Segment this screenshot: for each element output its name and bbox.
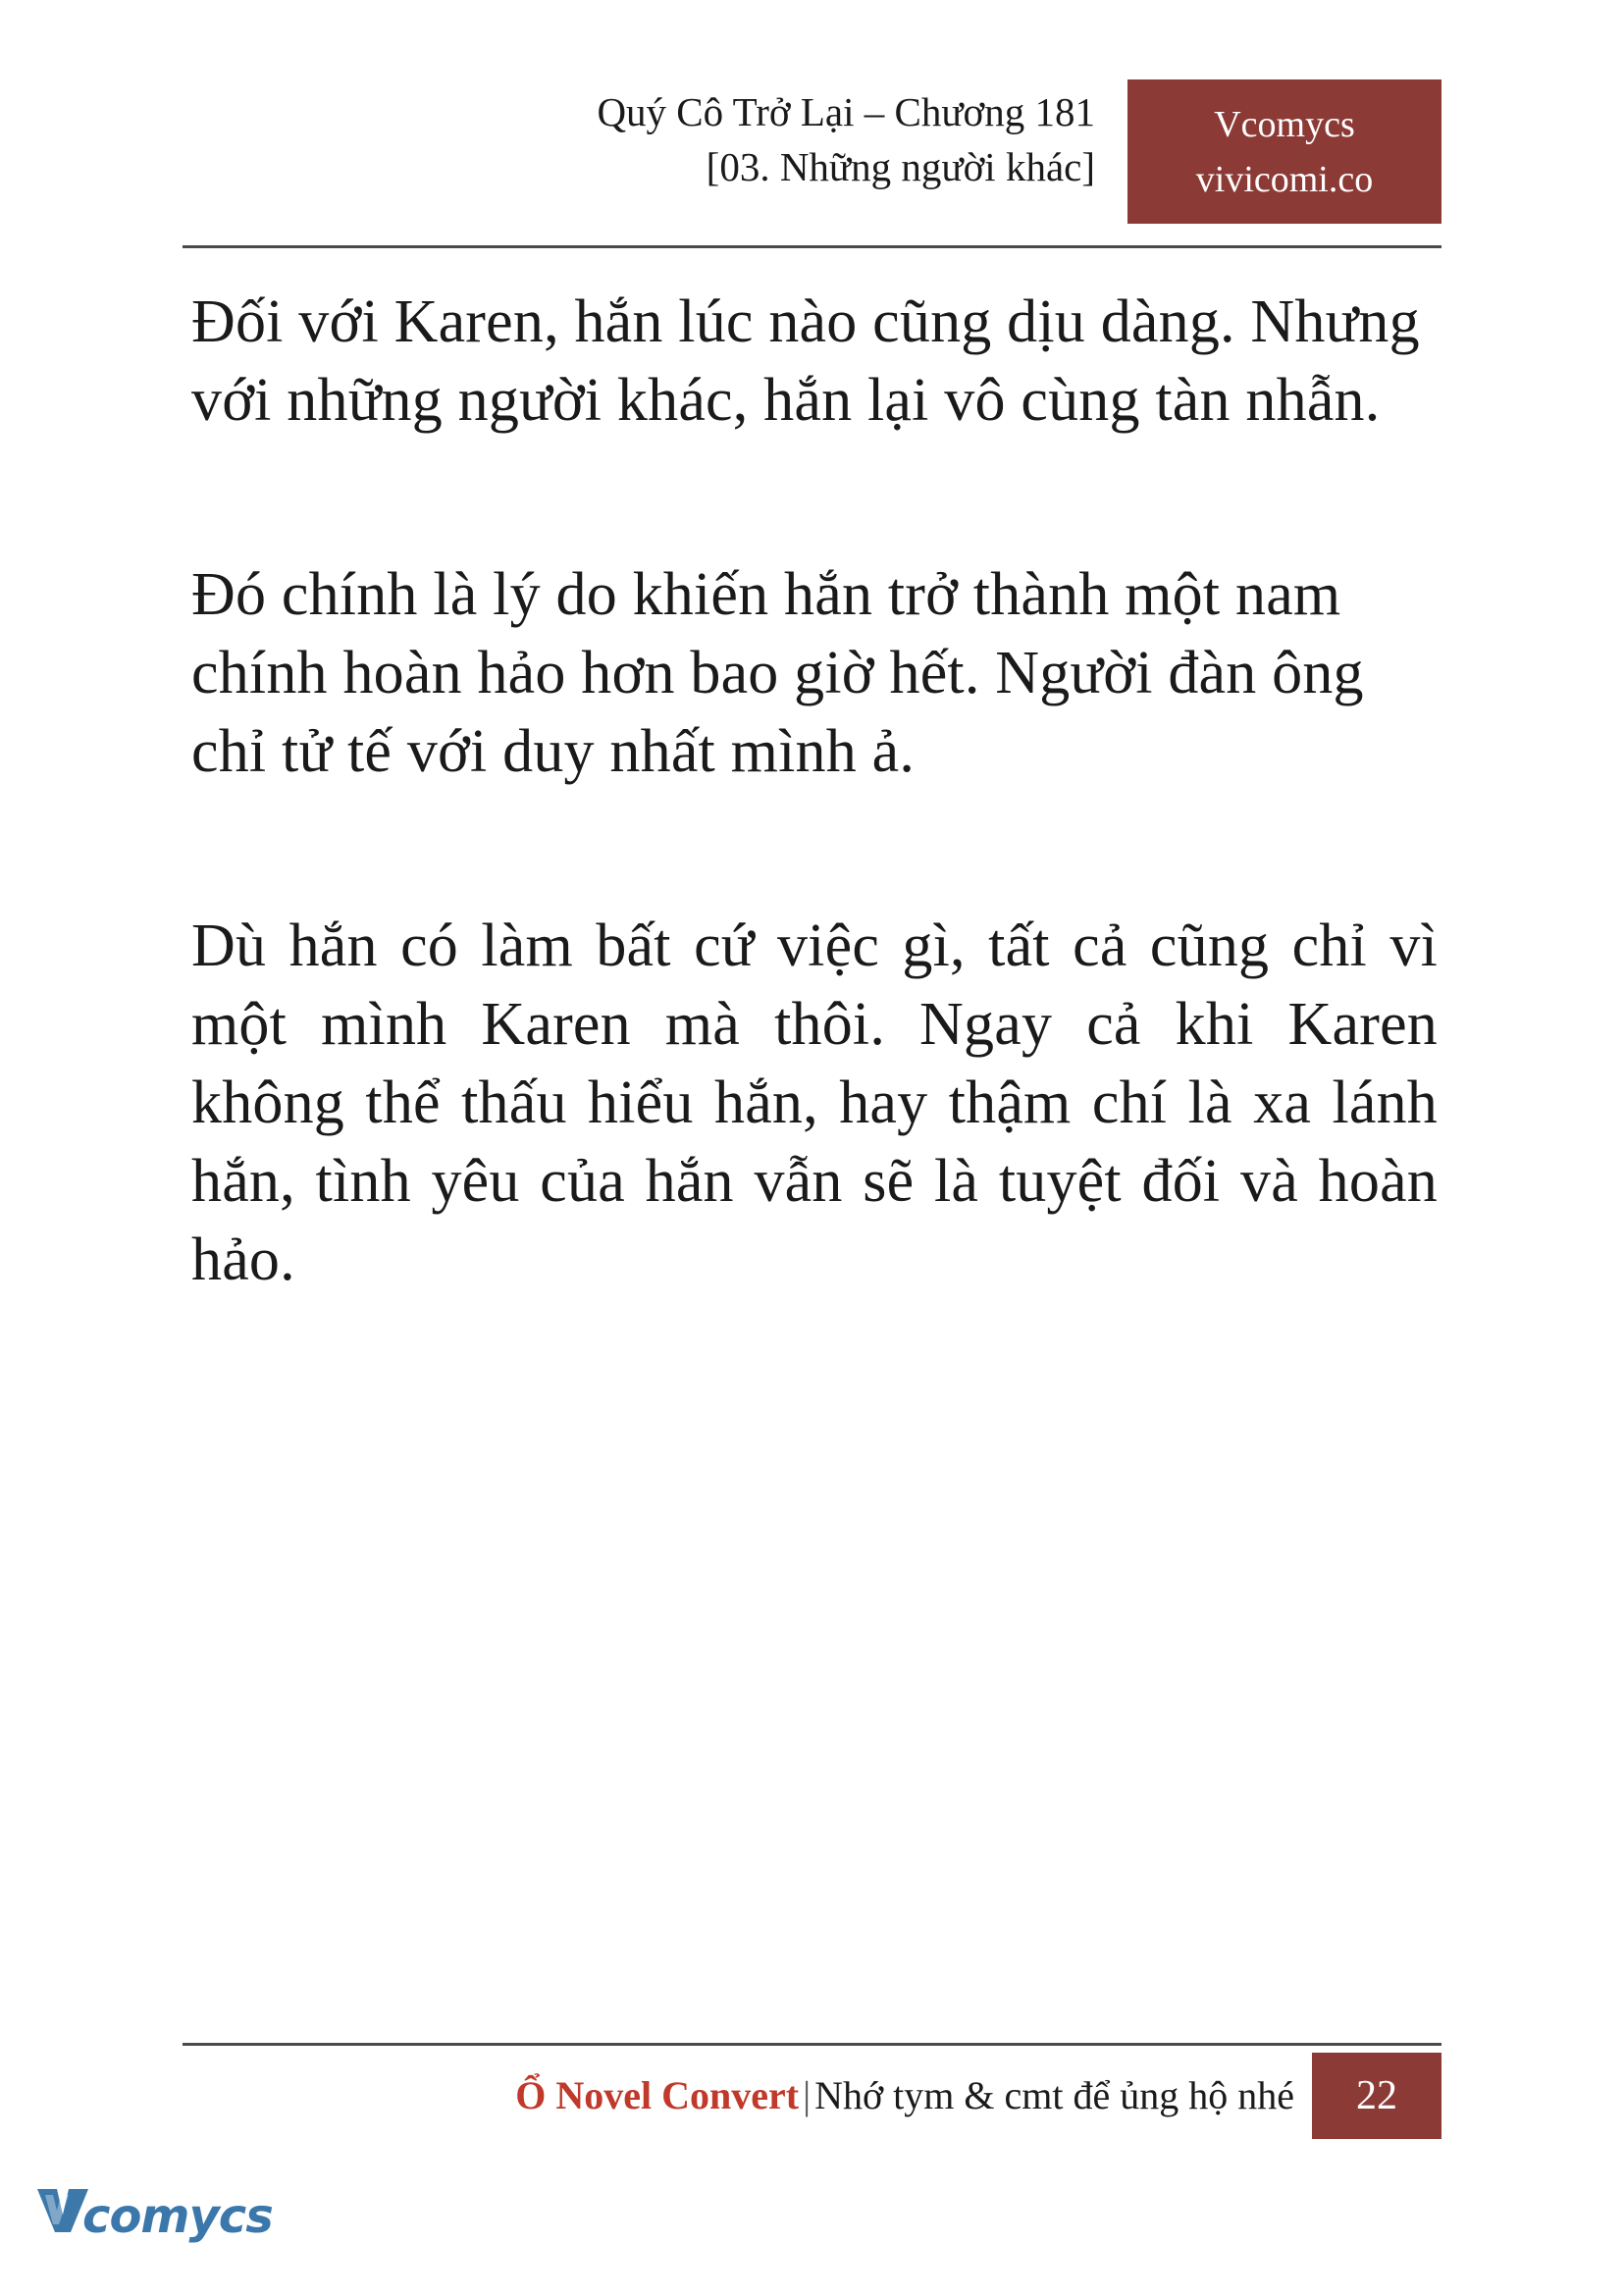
page-content xyxy=(191,283,1438,1299)
footer-credit xyxy=(515,2070,1294,2121)
header-divider xyxy=(183,245,1441,248)
site-badge-name: Vcomycs xyxy=(1214,104,1355,145)
header-title-line2: [03. Những người khác] xyxy=(706,144,1095,189)
header-title-line1: Quý Cô Trở Lại – Chương 181 xyxy=(597,89,1095,134)
vcomycs-watermark xyxy=(35,2183,273,2271)
header-title xyxy=(183,84,1095,194)
site-badge xyxy=(1127,79,1441,224)
paragraph: Dù hắn có làm bất cứ việc gì, tất cả cũng chỉ vì một mình Karen mà thôi. Ngay cả khi Karen không thể thấu hiểu hắn, hay thậm chí là xa lánh hắn, tình yêu của hắn vẫn sẽ là tuyệt đối và hoàn hảo. xyxy=(191,913,1438,1293)
page-header xyxy=(183,84,1441,241)
paragraph: Đối với Karen, hắn lúc nào cũng dịu dàng. Nhưng với những người khác, hắn lại vô cùng tàn nhẫn. xyxy=(191,288,1420,434)
footer-brand: Ổ Novel Convert xyxy=(515,2073,800,2117)
footer-divider xyxy=(183,2043,1441,2046)
site-badge-url: vivicomi.co xyxy=(1195,159,1374,200)
footer-separator: | xyxy=(803,2073,812,2117)
page-footer xyxy=(183,2053,1441,2141)
paragraph: Đó chính là lý do khiến hắn trở thành một nam chính hoàn hảo hơn bao giờ hết. Người đàn ông chỉ tử tế với duy nhất mình ả. xyxy=(191,561,1364,785)
page-number: 22 xyxy=(1312,2053,1441,2139)
footer-note: Nhớ tym & cmt để ủng hộ nhé xyxy=(814,2073,1294,2117)
watermark-text: comycs xyxy=(82,2189,273,2244)
